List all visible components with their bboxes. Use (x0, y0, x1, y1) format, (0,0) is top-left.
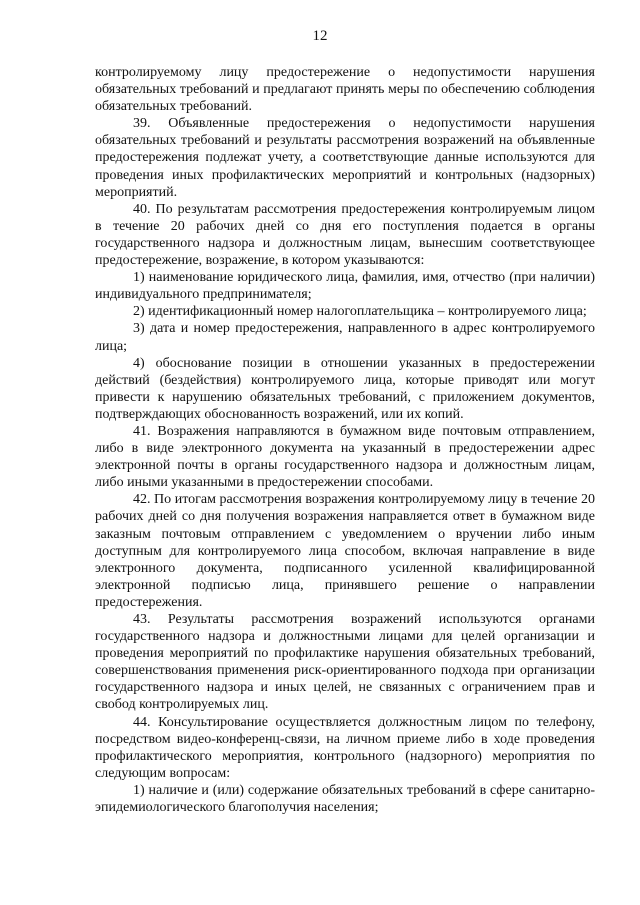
paragraph-continuation: контролируемому лицу предостережение о недопустимости нарушения обязательных требований и предлагают принять меры по обеспечению соблюдения обязательных требований. (95, 65, 595, 115)
subitem-44-1: 1) наличие и (или) содержание обязательных требований в сфере санитарно-эпидемиологического благополучия населения; (95, 782, 595, 816)
paragraph-item-39: 39. Объявленные предостережения о недопустимости нарушения обязательных требований и результаты рассмотрения возражений на объявленные предостережения подлежат учету, а соответствующие данные используются для проведения иных профилактических мероприятий и контрольных (надзорных) мероприятий. (95, 116, 595, 200)
subitem-40-3: 3) дата и номер предостережения, направленного в адрес контролируемого лица; (95, 321, 595, 354)
paragraph-item-40: 40. По результатам рассмотрения предостережения контролируемым лицом в течение 20 рабочих дней со дня его поступления подается в органы государственного надзора и должностным лицам, вынесшим соответствующее предостережение, возражение, в котором указываются: (95, 201, 595, 269)
paragraph-item-43: 43. Результаты рассмотрения возражений используются органами государственного надзора и должностными лицами для целей организации и проведения мероприятий по профилактике нарушения обязательных требований, совершенствования применения риск-ориентированного подхода при организации государственного надзора и иных целей, не связанных с ограничением прав и свобод контролируемых лиц. (95, 612, 595, 713)
subitem-40-1: 1) наименование юридического лица, фамилия, имя, отчество (при наличии) индивидуального предпринимателя; (95, 270, 595, 303)
subitem-40-2: 2) идентификационный номер налогоплательщика – контролируемого лица; (133, 304, 587, 320)
page-number: 12 (312, 28, 328, 44)
paragraph-item-42: 42. По итогам рассмотрения возражения контролируемому лицу в течение 20 рабочих дней со дня получения возражения направляется ответ в бумажном виде заказным почтовым отправлением с уведомлением о вручении либо иным доступным для контролируемого лица способом, включая направление в виде электронного документа, подписанного усиленной квалифицированной электронной подписью лица, принявшего решение о направлении предостережения. (95, 492, 595, 610)
paragraph-item-44: 44. Консультирование осуществляется должностным лицом по телефону, посредством видео-конференц-связи, на личном приеме либо в ходе проведения профилактического мероприятия, контрольного (надзорного) мероприятия по следующим вопросам: (95, 714, 595, 781)
paragraph-item-41: 41. Возражения направляются в бумажном виде почтовым отправлением, либо в виде электронного документа на указанный в предостережении адрес электронной почты в органы государственного надзора и должностным лицам, либо иными указанными в предостережении способами. (95, 423, 595, 491)
document-body (95, 64, 595, 816)
subitem-40-4: 4) обоснование позиции в отношении указанных в предостережении действий (бездействия) контролируемого лица, которые приводят или могут привести к нарушению обязательных требований, с приложением документов, подтверждающих обоснованность возражений, или их копий. (95, 355, 595, 422)
